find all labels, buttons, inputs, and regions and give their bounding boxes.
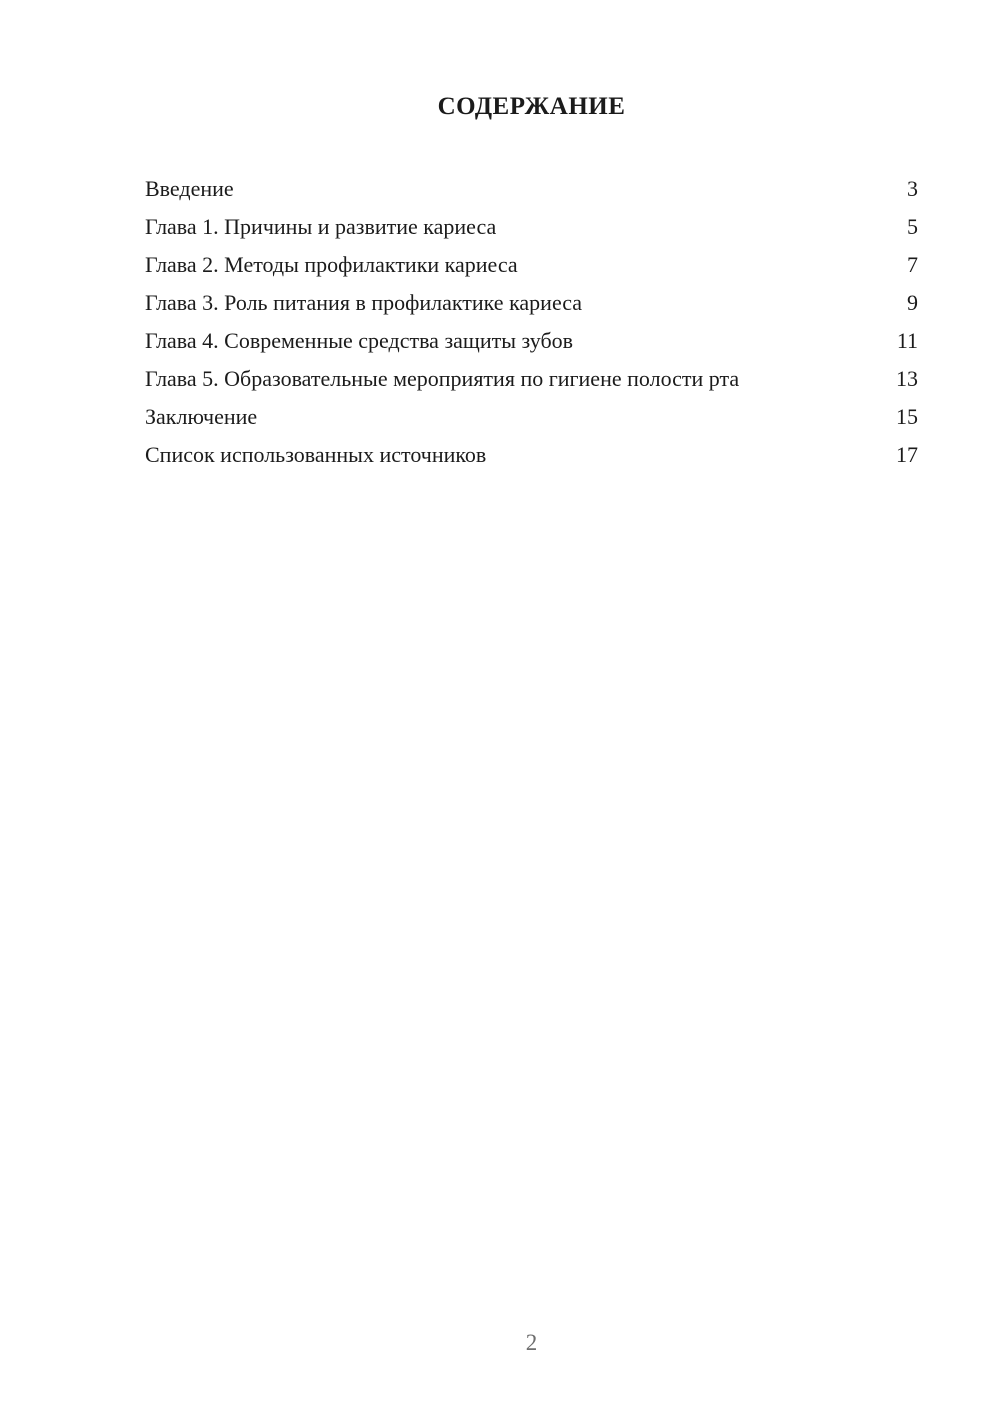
toc-entry-label: Глава 3. Роль питания в профилактике кариеса — [145, 290, 583, 315]
toc-entry-label: Глава 5. Образовательные мероприятия по гигиене полости рта — [145, 366, 740, 391]
toc-entry-page: 7 — [907, 252, 918, 277]
toc-entry-label: Введение — [145, 176, 234, 201]
toc-entry — [145, 436, 918, 474]
toc-entry-page: 9 — [907, 290, 918, 315]
toc-entry — [145, 208, 918, 246]
page-title: СОДЕРЖАНИЕ — [437, 93, 626, 120]
toc-entry-page: 5 — [907, 214, 918, 239]
toc-entry-label: Заключение — [145, 404, 258, 429]
toc-entry-page: 3 — [907, 176, 918, 201]
table-of-contents — [145, 170, 918, 474]
toc-entry — [145, 360, 918, 398]
toc-entry-label: Глава 4. Современные средства защиты зубов — [145, 328, 574, 353]
toc-entry — [145, 170, 918, 208]
toc-entry-label: Глава 2. Методы профилактики кариеса — [145, 252, 518, 277]
toc-entry-page: 17 — [896, 442, 918, 467]
toc-entry-page: 11 — [896, 328, 918, 353]
toc-entry — [145, 322, 918, 360]
page-content — [145, 0, 918, 474]
footer-page-number: 2 — [525, 1330, 538, 1355]
toc-entry — [145, 246, 918, 284]
toc-entry-label: Глава 1. Причины и развитие кариеса — [145, 214, 497, 239]
toc-entry-page: 13 — [896, 366, 918, 391]
toc-entry — [145, 284, 918, 322]
toc-entry — [145, 398, 918, 436]
toc-entry-label: Список использованных источников — [145, 442, 487, 467]
toc-entry-page: 15 — [896, 404, 918, 429]
